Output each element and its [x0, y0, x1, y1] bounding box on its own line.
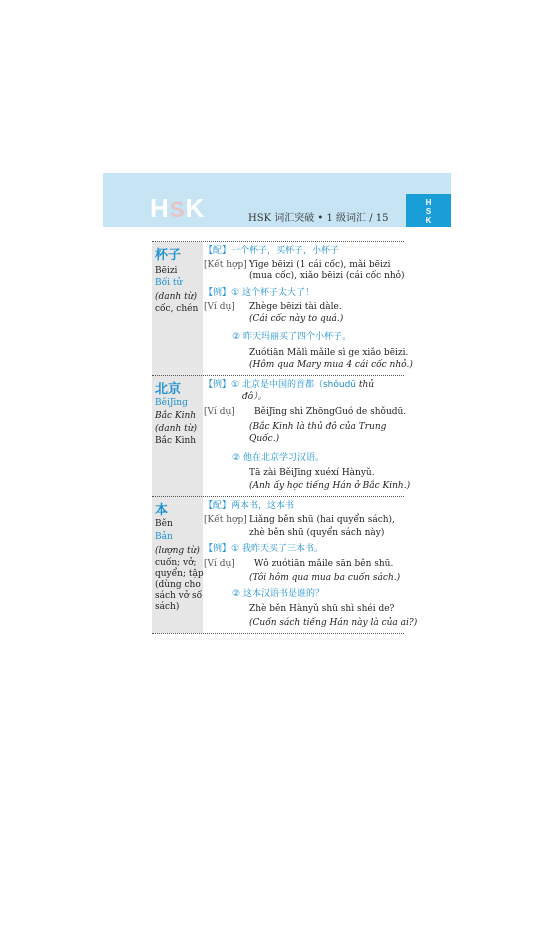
sino-vietnamese: Bản [155, 532, 173, 542]
meaning: Bắc Kinh [155, 436, 197, 446]
example-cn: 【例】① 我昨天买了三本书。 [204, 544, 323, 554]
meaning: cốc, chén [155, 304, 199, 314]
entry-beijing [152, 375, 411, 497]
example-translation: (Hôm qua Mary mua 4 cái cốc nhỏ.) [249, 360, 413, 370]
example-cn-cont: đô）。 [242, 392, 267, 402]
collocation-cn: 【配】一个杯子，买杯子，小杯子 [204, 246, 340, 256]
meaning: sách vở số [155, 591, 203, 601]
collocation-cn: 【配】两本书，这本书 [204, 501, 295, 511]
part-of-speech: (danh từ) [155, 424, 198, 434]
example-translation: (Bắc Kinh là thủ đô của Trung [249, 422, 387, 432]
page-title: HSK 词汇突破 • 1 级词汇 / 15 [248, 213, 389, 224]
collocation-label: [Kết hợp] [204, 260, 247, 270]
example-translation: (Cuốn sách tiếng Hán này là của ai?) [249, 618, 418, 628]
example-translation: (Tôi hôm qua mua ba cuốn sách.) [249, 573, 401, 583]
example-cn: ② 这本汉语书是谁的？ [232, 589, 324, 599]
side-tab: H S K [406, 194, 451, 227]
collocation-label: [Kết hợp] [204, 515, 247, 525]
pinyin: Běn [155, 519, 173, 529]
example-pinyin: Zhège bēizi tài dàle. [249, 302, 342, 312]
hsk-logo: HSK [150, 193, 206, 223]
example-translation: (Cái cốc này to quá.) [249, 314, 344, 324]
collocation-text: Yīge bēizi (1 cái cốc), mǎi bēizi [249, 260, 391, 270]
example-pinyin: Tā zài BěiJīng xuéxí Hànyǔ. [249, 468, 375, 478]
example-cn: ② 他在北京学习汉语。 [232, 453, 324, 463]
example-pinyin: Wǒ zuótiān mǎile sān běn shū. [254, 559, 394, 569]
example-label: [Ví dụ] [204, 559, 235, 569]
sino-vietnamese: Bắc Kinh [155, 411, 197, 421]
example-translation: Quốc.) [249, 434, 280, 444]
headword: 北京 [155, 382, 182, 397]
headword: 本 [155, 503, 169, 518]
part-of-speech: (danh từ) [155, 292, 198, 302]
meaning: (dùng cho [155, 580, 201, 590]
meaning: sách) [155, 602, 180, 612]
headword: 杯子 [155, 248, 182, 263]
example-cn: ② 昨天玛丽买了四个小杯子。 [232, 332, 351, 342]
pinyin: BěiJīng [155, 398, 188, 408]
meaning: quyển; tập [155, 569, 204, 579]
example-label: [Ví dụ] [204, 302, 235, 312]
pinyin: Bēizi [155, 266, 178, 276]
collocation-text: Liǎng běn shū (hai quyển sách), [249, 515, 395, 525]
example-cn: 【例】① 这个杯子太大了！ [204, 288, 314, 298]
example-pinyin: Zuótiān Mǎlì mǎile sì ge xiǎo bēizi. [249, 348, 409, 358]
entry-ben [152, 496, 418, 634]
sino-vietnamese: Bối tử [155, 278, 183, 288]
meaning: cuốn; vở; [155, 558, 197, 568]
example-pinyin: Zhè běn Hànyǔ shū shì shéi de? [249, 604, 395, 614]
example-label: [Ví dụ] [204, 407, 235, 417]
collocation-text: zhè běn shū (quyển sách này) [249, 528, 385, 538]
example-pinyin: BěiJīng shì ZhōngGuó de shǒudū. [254, 407, 407, 417]
collocation-text: (mua cốc), xiǎo bēizi (cái cốc nhỏ) [249, 271, 405, 281]
example-cn: 【例】① 北京是中国的首都（shǒudū thủ [204, 380, 375, 390]
example-translation: (Anh ấy học tiếng Hán ở Bắc Kinh.) [249, 481, 411, 491]
entry-beizi [152, 241, 413, 376]
part-of-speech: (lượng từ) [155, 546, 200, 556]
